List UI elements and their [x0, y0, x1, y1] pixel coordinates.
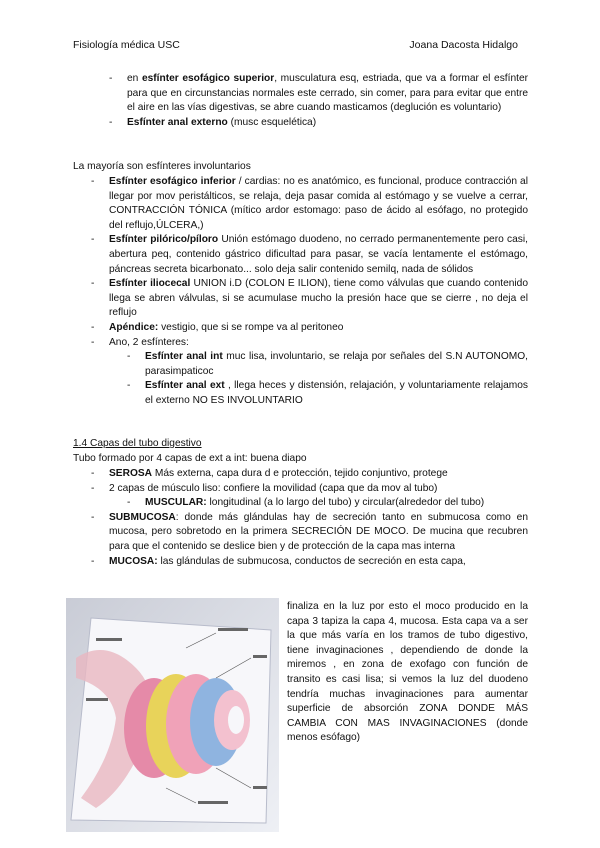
mucosa-continuation: finaliza en la luz por esto el moco producido en la capa 3 tapiza la capa 4, mucosa. Esta capa va a ser la que más varía en los tramos de tubo digestivo, tiene invaginaciones , dependiendo de donde la miremos , en zona de exofago con función de transito es casi lisa; si vemos la luz del duodeno tendría muchas invaginaciones para aumentar superficie de absorción ZONA DONDE MÁS CAMBIA CON MAS INVAGINACIONES (donde menos esófago) — [287, 601, 528, 744]
term: esfínter esofágico superior — [141, 73, 275, 84]
header-right: Joana Dacosta Hidalgo — [409, 39, 518, 51]
header-left: Fisiología médica USC — [73, 39, 180, 51]
list-item: - en esfínter esofágico superior, musculatura esq, estriada, que va a formar el esfínter para que en circunstancias normales este cerrado, sin comer, para para evitar que entre el aire en las vías digestivas, se abre cuando masticamos (deglución es voluntario) — [109, 73, 528, 114]
list-item: - 2 capas de músculo liso: confiere la movilidad (capa que da mov al tubo) — [91, 482, 438, 494]
digestive-tube-photo — [66, 598, 279, 832]
list-item: - Esfínter pilórico/píloro Unión estómago duodeno, no cerrado permanentemente pero casi, abertura peq, contenido gástrico dificultad para pasar, se vacía lentamente el estómago, páncreas secreta bicarbonato... solo deja salir contenido semilq, nada de sólidos — [91, 234, 528, 275]
list-item: - Esfínter iliocecal UNION i.D (COLON E ILION), tiene como válvulas que cuando contenido llega se abren válvulas, si se acumulase mucho la presión hace que se cierre , no deja el reflujo — [91, 278, 529, 319]
involuntary-list — [73, 175, 528, 409]
involuntary-intro: La mayoría son esfínteres involuntarios — [73, 161, 251, 172]
term: Esfínter anal externo — [127, 116, 228, 128]
list-item: - Esfínter anal int muc lisa, involuntario, se relaja por señales del S.N AUTONOMO, parasimpaticoc — [127, 351, 529, 377]
list-item: - MUSCULAR: longitudinal (a lo largo del tubo) y circular(alrededor del tubo) — [127, 497, 485, 509]
list-item: - Esfínter anal ext , llega heces y distensión, relajación, y voluntariamente relajamos el externo NO ES INVOLUNTARIO — [127, 380, 528, 406]
top-list — [73, 72, 528, 130]
list-item: - Esfínter anal externo (musc esquelética) — [109, 116, 317, 128]
list-item: - SEROSA Más externa, capa dura d e protección, tejido conjuntivo, protege — [91, 468, 448, 479]
list-item: - Esfínter esofágico inferior / cardias: no es anatómico, es funcional, produce contracción al llegar por mov peristálticos, se relaja, deja pasar comida al estómago y se vuelve a cerrar, CONTRACCIÓN TÓNICA (mítico ardor estomago: paso de ácido al esófago, no protegido del reflujo,ÚLCERA,) — [91, 176, 528, 231]
section-title: 1.4 Capas del tubo digestivo — [73, 438, 202, 449]
list-item: - Apéndice: vestigio, que si se rompe va al peritoneo — [91, 321, 344, 333]
layers-list — [73, 467, 528, 569]
list-item: - MUCOSA: las glándulas de submucosa, conductos de secreción en esta capa, — [91, 555, 466, 567]
list-item: - Ano, 2 esfínteres: — [91, 336, 189, 348]
list-item: - SUBMUCOSA: donde más glándulas hay de secreción tanto en submucosa como en mucosa, pero sobretodo en la primera SECRECIÓN DE MOCO. De mucina que recubren para que el contenido se deslice bien y de protección de la capa mas interna — [91, 511, 528, 552]
section-intro: Tubo formado por 4 capas de ext a int: buena diapo — [73, 453, 307, 464]
